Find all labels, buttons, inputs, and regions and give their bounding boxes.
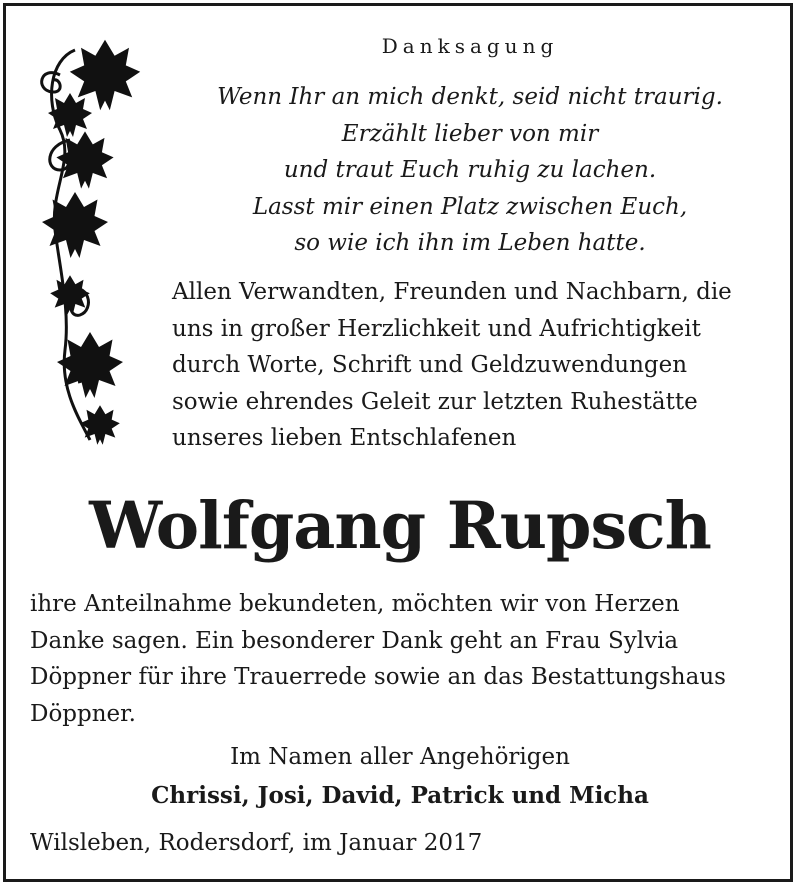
poem (170, 79, 770, 262)
place-date: Wilsleben, Rodersdorf, im Januar 2017 (30, 830, 483, 856)
closing-line: Im Namen aller Angehörigen (230, 744, 570, 770)
intro-line: durch Worte, Schrift und Geldzuwendungen (172, 352, 688, 379)
poem-line: Lasst mir einen Platz zwischen Euch, (252, 193, 688, 220)
heading: Danksagung (381, 34, 559, 58)
body-line: Döppner für ihre Trauerrede sowie an das Bestattungshaus (30, 664, 726, 691)
body-line: Danke sagen. Ein besonderer Dank geht an Frau Sylvia (30, 627, 679, 654)
deceased-name: Wolfgang Rupsch (89, 488, 711, 564)
body-line: Döppner. (30, 700, 136, 727)
body-line: ihre Anteilnahme bekundeten, möchten wir von Herzen (30, 591, 680, 617)
family-names: Chrissi, Josi, David, Patrick und Micha (151, 782, 649, 809)
thanks-paragraph (30, 586, 775, 732)
poem-line: so wie ich ihn im Leben hatte. (294, 230, 646, 256)
poem-line: Wenn Ihr an mich denkt, seid nicht traurig. (217, 84, 723, 110)
intro-line: uns in großer Herzlichkeit und Aufrichtigkeit (172, 315, 701, 342)
intro-paragraph (172, 274, 777, 457)
poem-line: Erzählt lieber von mir (341, 120, 599, 147)
grapevine-leaves-icon (30, 30, 145, 450)
intro-line: sowie ehrendes Geleit zur letzten Ruhestätte (172, 388, 698, 415)
poem-line: und traut Euch ruhig zu lachen. (283, 157, 657, 183)
intro-line: unseres lieben Entschlafenen (172, 425, 517, 452)
intro-line: Allen Verwandten, Freunden und Nachbarn, die (172, 279, 732, 305)
